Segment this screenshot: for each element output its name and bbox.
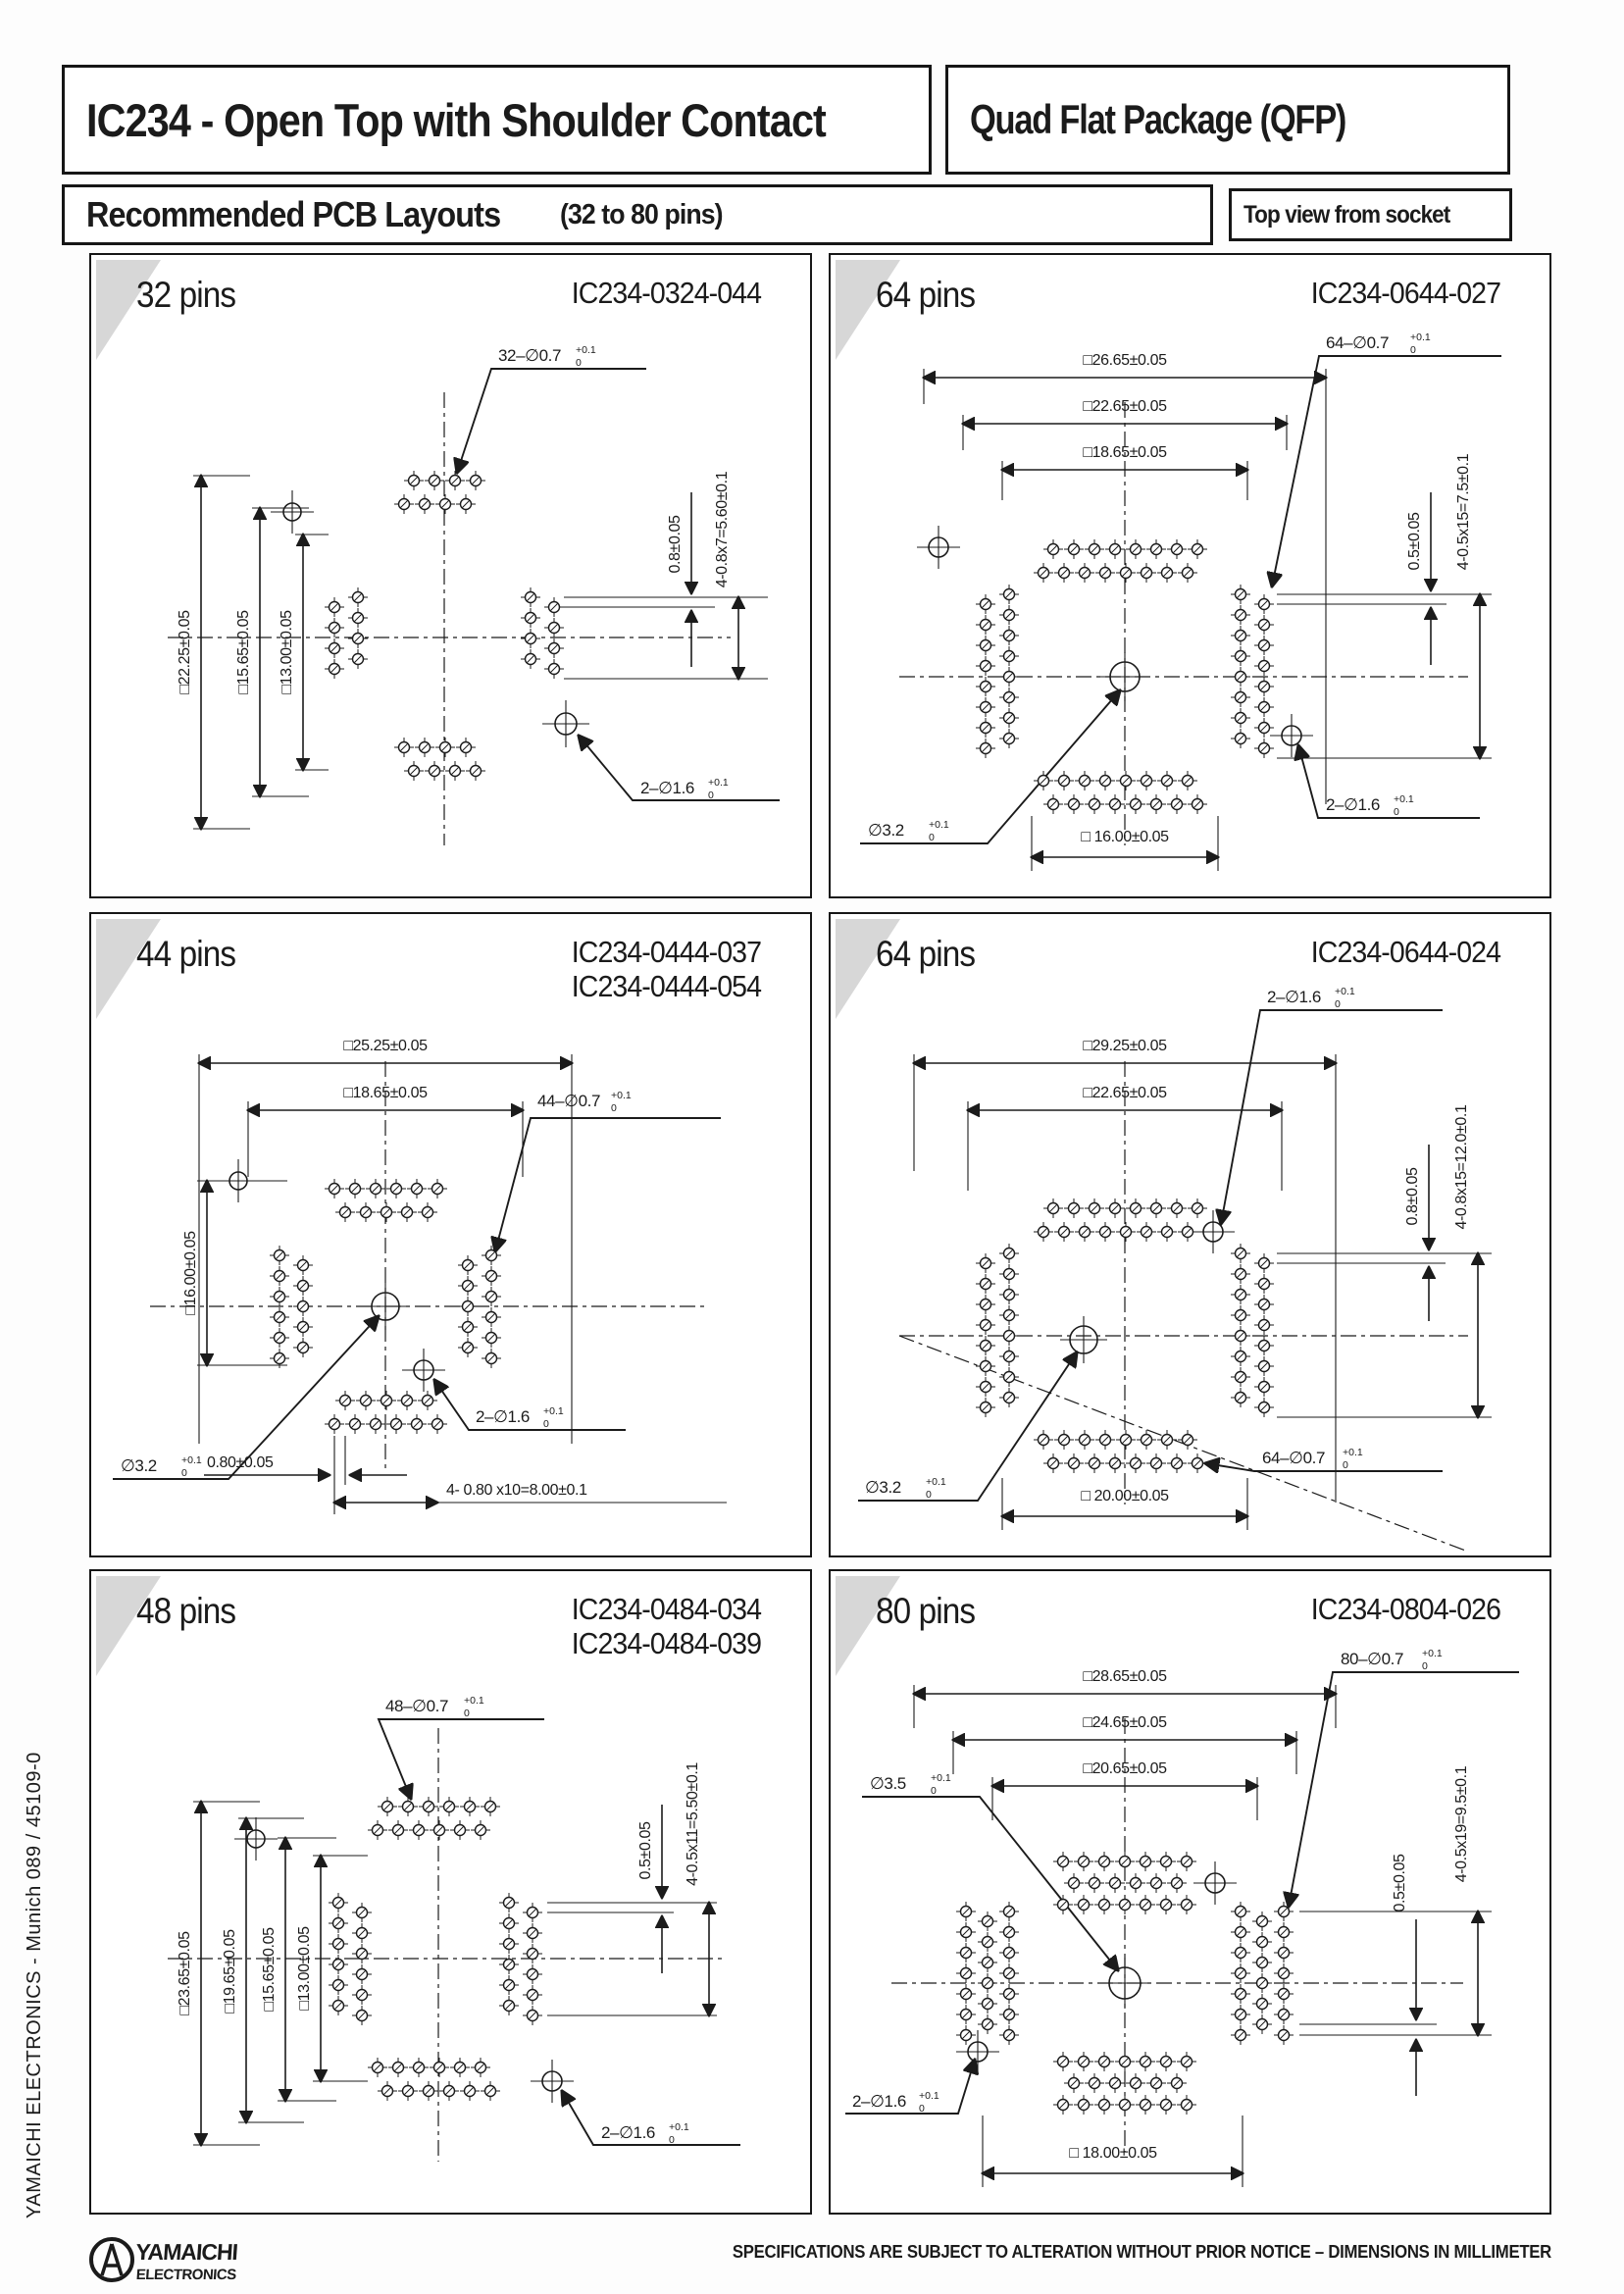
- pcb-layout-drawing-32: [91, 255, 810, 896]
- center-hole: [1060, 1316, 1107, 1363]
- tolerance-upper: +0.1: [931, 1772, 951, 1784]
- panel-64-pins-027: [829, 253, 1551, 898]
- panel-64-pins-024: [829, 912, 1551, 1557]
- alignment-hole: [1192, 1210, 1235, 1253]
- pin-count-label: 64 pins: [876, 934, 976, 974]
- hole-label: 2–∅1.6: [601, 2123, 655, 2142]
- pcb-layout-drawing-64a: [831, 255, 1549, 896]
- tolerance-upper: +0.1: [576, 344, 596, 356]
- tolerance-lower: 0: [1410, 344, 1416, 356]
- hole-label: ∅3.2: [121, 1456, 157, 1475]
- dim-label: 0.8±0.05: [667, 515, 684, 574]
- tolerance-upper: +0.1: [669, 2121, 689, 2133]
- title-box: [62, 65, 932, 175]
- dim-label: □18.65±0.05: [1083, 444, 1167, 461]
- dim-label: □16.00±0.05: [182, 1231, 199, 1315]
- subtitle: Recommended PCB Layouts: [86, 194, 501, 234]
- logo-text-1: YAMAICHI: [134, 2239, 238, 2265]
- dim-label: □13.00±0.05: [279, 610, 295, 694]
- hole-label: 2–∅1.6: [476, 1407, 530, 1426]
- hole-label: 2–∅1.6: [1267, 988, 1321, 1006]
- hole-label: 32–∅0.7: [498, 346, 562, 365]
- tolerance-lower: 0: [1394, 806, 1399, 818]
- dim-label: □18.65±0.05: [343, 1085, 428, 1101]
- alignment-hole: [217, 1159, 260, 1202]
- dim-label: 4-0.8x7=5.60±0.1: [714, 471, 731, 588]
- yamaichi-logo: [84, 2230, 310, 2291]
- tolerance-lower: 0: [669, 2134, 675, 2146]
- tolerance-upper: +0.1: [929, 819, 949, 831]
- panel-32-pins: [89, 253, 812, 898]
- dim-label: □22.25±0.05: [177, 610, 193, 694]
- panel-80-pins: [829, 1569, 1551, 2215]
- dim-label: 4-0.5x15=7.5±0.1: [1455, 453, 1472, 571]
- dim-label: 4-0.8x15=12.0±0.1: [1453, 1104, 1470, 1230]
- center-hole: [1099, 1958, 1150, 2009]
- tolerance-upper: +0.1: [926, 1476, 946, 1488]
- dim-label: □ 16.00±0.05: [1081, 829, 1169, 845]
- tolerance-lower: 0: [576, 357, 582, 369]
- part-number: IC234-0324-044: [571, 276, 761, 310]
- alignment-hole: [531, 2060, 574, 2103]
- part-number: IC234-0444-037 IC234-0444-054: [571, 935, 761, 1003]
- tolerance-lower: 0: [181, 1467, 187, 1479]
- hole-label: 80–∅0.7: [1341, 1650, 1404, 1668]
- tolerance-upper: +0.1: [611, 1090, 632, 1101]
- tolerance-lower: 0: [931, 1785, 937, 1797]
- dim-label: □22.65±0.05: [1083, 398, 1167, 415]
- hole-label: 44–∅0.7: [537, 1092, 601, 1110]
- dim-label: □20.65±0.05: [1083, 1760, 1167, 1777]
- alignment-hole: [1193, 1861, 1237, 1905]
- dim-label: □24.65±0.05: [1083, 1714, 1167, 1731]
- hole-label: 2–∅1.6: [852, 2092, 906, 2111]
- tolerance-upper: +0.1: [919, 2090, 939, 2102]
- part-number: IC234-0484-034 IC234-0484-039: [571, 1592, 761, 1660]
- logo-text-2: ELECTRONICS: [135, 2267, 237, 2283]
- dim-label: □ 18.00±0.05: [1069, 2145, 1157, 2162]
- panel-44-pins: [89, 912, 812, 1557]
- dim-label: □26.65±0.05: [1083, 352, 1167, 369]
- dim-label: □15.65±0.05: [261, 1927, 278, 2012]
- dim-label: 4- 0.80 x10=8.00±0.1: [446, 1482, 587, 1499]
- subtitle-box: [62, 184, 1213, 245]
- pin-count-label: 48 pins: [136, 1591, 236, 1631]
- hole-label: ∅3.2: [865, 1478, 901, 1497]
- tolerance-lower: 0: [926, 1489, 932, 1501]
- alignment-hole: [234, 1817, 278, 1861]
- package-box: [945, 65, 1510, 175]
- view-note-box: [1229, 188, 1512, 241]
- part-number: IC234-0644-027: [1310, 276, 1500, 310]
- dim-label: 4-0.5x19=9.5±0.1: [1453, 1765, 1470, 1883]
- pcb-layout-drawing-44: [91, 914, 810, 1555]
- tolerance-lower: 0: [929, 832, 935, 843]
- dim-label: 0.8±0.05: [1404, 1167, 1421, 1226]
- dim-label: □ 20.00±0.05: [1081, 1488, 1169, 1504]
- tolerance-upper: +0.1: [1394, 793, 1414, 805]
- pin-count-label: 64 pins: [876, 275, 976, 315]
- pcb-layout-drawing-64b: [831, 914, 1549, 1555]
- hole-label: 2–∅1.6: [640, 779, 694, 797]
- pin-count-label: 80 pins: [876, 1591, 976, 1631]
- tolerance-lower: 0: [464, 1708, 470, 1719]
- dim-label: □25.25±0.05: [343, 1038, 428, 1054]
- dim-label: 0.5±0.05: [1406, 512, 1423, 571]
- tolerance-upper: +0.1: [1335, 986, 1355, 997]
- tolerance-upper: +0.1: [1410, 331, 1431, 343]
- pins-range: (32 to 80 pins): [560, 198, 723, 230]
- hole-label: 2–∅1.6: [1326, 795, 1380, 814]
- tolerance-upper: +0.1: [1343, 1447, 1363, 1458]
- dim-label: □22.65±0.05: [1083, 1085, 1167, 1101]
- hole-label: 64–∅0.7: [1326, 333, 1390, 352]
- dim-label: □28.65±0.05: [1083, 1668, 1167, 1685]
- tolerance-lower: 0: [1335, 998, 1341, 1010]
- tolerance-upper: +0.1: [181, 1454, 202, 1466]
- pcb-layout-drawing-80: [831, 1571, 1549, 2213]
- part-number: IC234-0804-026: [1310, 1592, 1500, 1626]
- hole-label: 48–∅0.7: [385, 1697, 449, 1715]
- alignment-hole: [271, 490, 314, 534]
- pcb-layout-drawing-48: [91, 1571, 810, 2213]
- tolerance-lower: 0: [708, 790, 714, 801]
- dim-label: □15.65±0.05: [235, 610, 252, 694]
- dim-label: 0.80±0.05: [207, 1454, 274, 1471]
- tolerance-lower: 0: [919, 2103, 925, 2115]
- tolerance-upper: +0.1: [1422, 1648, 1443, 1659]
- tolerance-upper: +0.1: [708, 777, 729, 789]
- tolerance-lower: 0: [611, 1102, 617, 1114]
- dim-label: 0.5±0.05: [1392, 1854, 1408, 1912]
- side-text: YAMAICHI ELECTRONICS - Munich 089 / 45109-0: [24, 1752, 45, 2218]
- panel-48-pins: [89, 1569, 812, 2215]
- pin-count-label: 44 pins: [136, 934, 236, 974]
- view-note: Top view from socket: [1243, 200, 1450, 229]
- tolerance-upper: +0.1: [543, 1405, 564, 1417]
- page-title: IC234 - Open Top with Shoulder Contact: [86, 93, 826, 146]
- dim-label: □13.00±0.05: [296, 1926, 313, 2011]
- tolerance-lower: 0: [543, 1418, 549, 1430]
- hole-label: 64–∅0.7: [1262, 1449, 1326, 1467]
- center-hole: [362, 1283, 409, 1330]
- alignment-hole: [917, 526, 960, 569]
- tolerance-lower: 0: [1343, 1459, 1348, 1471]
- hole-label: ∅3.2: [868, 821, 904, 840]
- part-number: IC234-0644-024: [1310, 935, 1500, 969]
- footer-note: SPECIFICATIONS ARE SUBJECT TO ALTERATION WITHOUT PRIOR NOTICE – DIMENSIONS IN MILLIMETER: [732, 2242, 1551, 2262]
- dim-label: 4-0.5x11=5.50±0.1: [685, 1762, 701, 1886]
- pad-field: [329, 1797, 542, 2101]
- pin-count-label: 32 pins: [136, 275, 236, 315]
- alignment-hole: [1270, 714, 1313, 757]
- tolerance-lower: 0: [1422, 1660, 1428, 1672]
- center-hole: [1100, 652, 1149, 701]
- dim-label: □23.65±0.05: [177, 1931, 193, 2015]
- hole-label: ∅3.5: [870, 1774, 906, 1793]
- dim-label: □19.65±0.05: [222, 1929, 238, 2014]
- tolerance-upper: +0.1: [464, 1695, 484, 1707]
- dim-label: □29.25±0.05: [1083, 1038, 1167, 1054]
- package-title: Quad Flat Package (QFP): [970, 96, 1346, 142]
- dim-label: 0.5±0.05: [637, 1821, 654, 1880]
